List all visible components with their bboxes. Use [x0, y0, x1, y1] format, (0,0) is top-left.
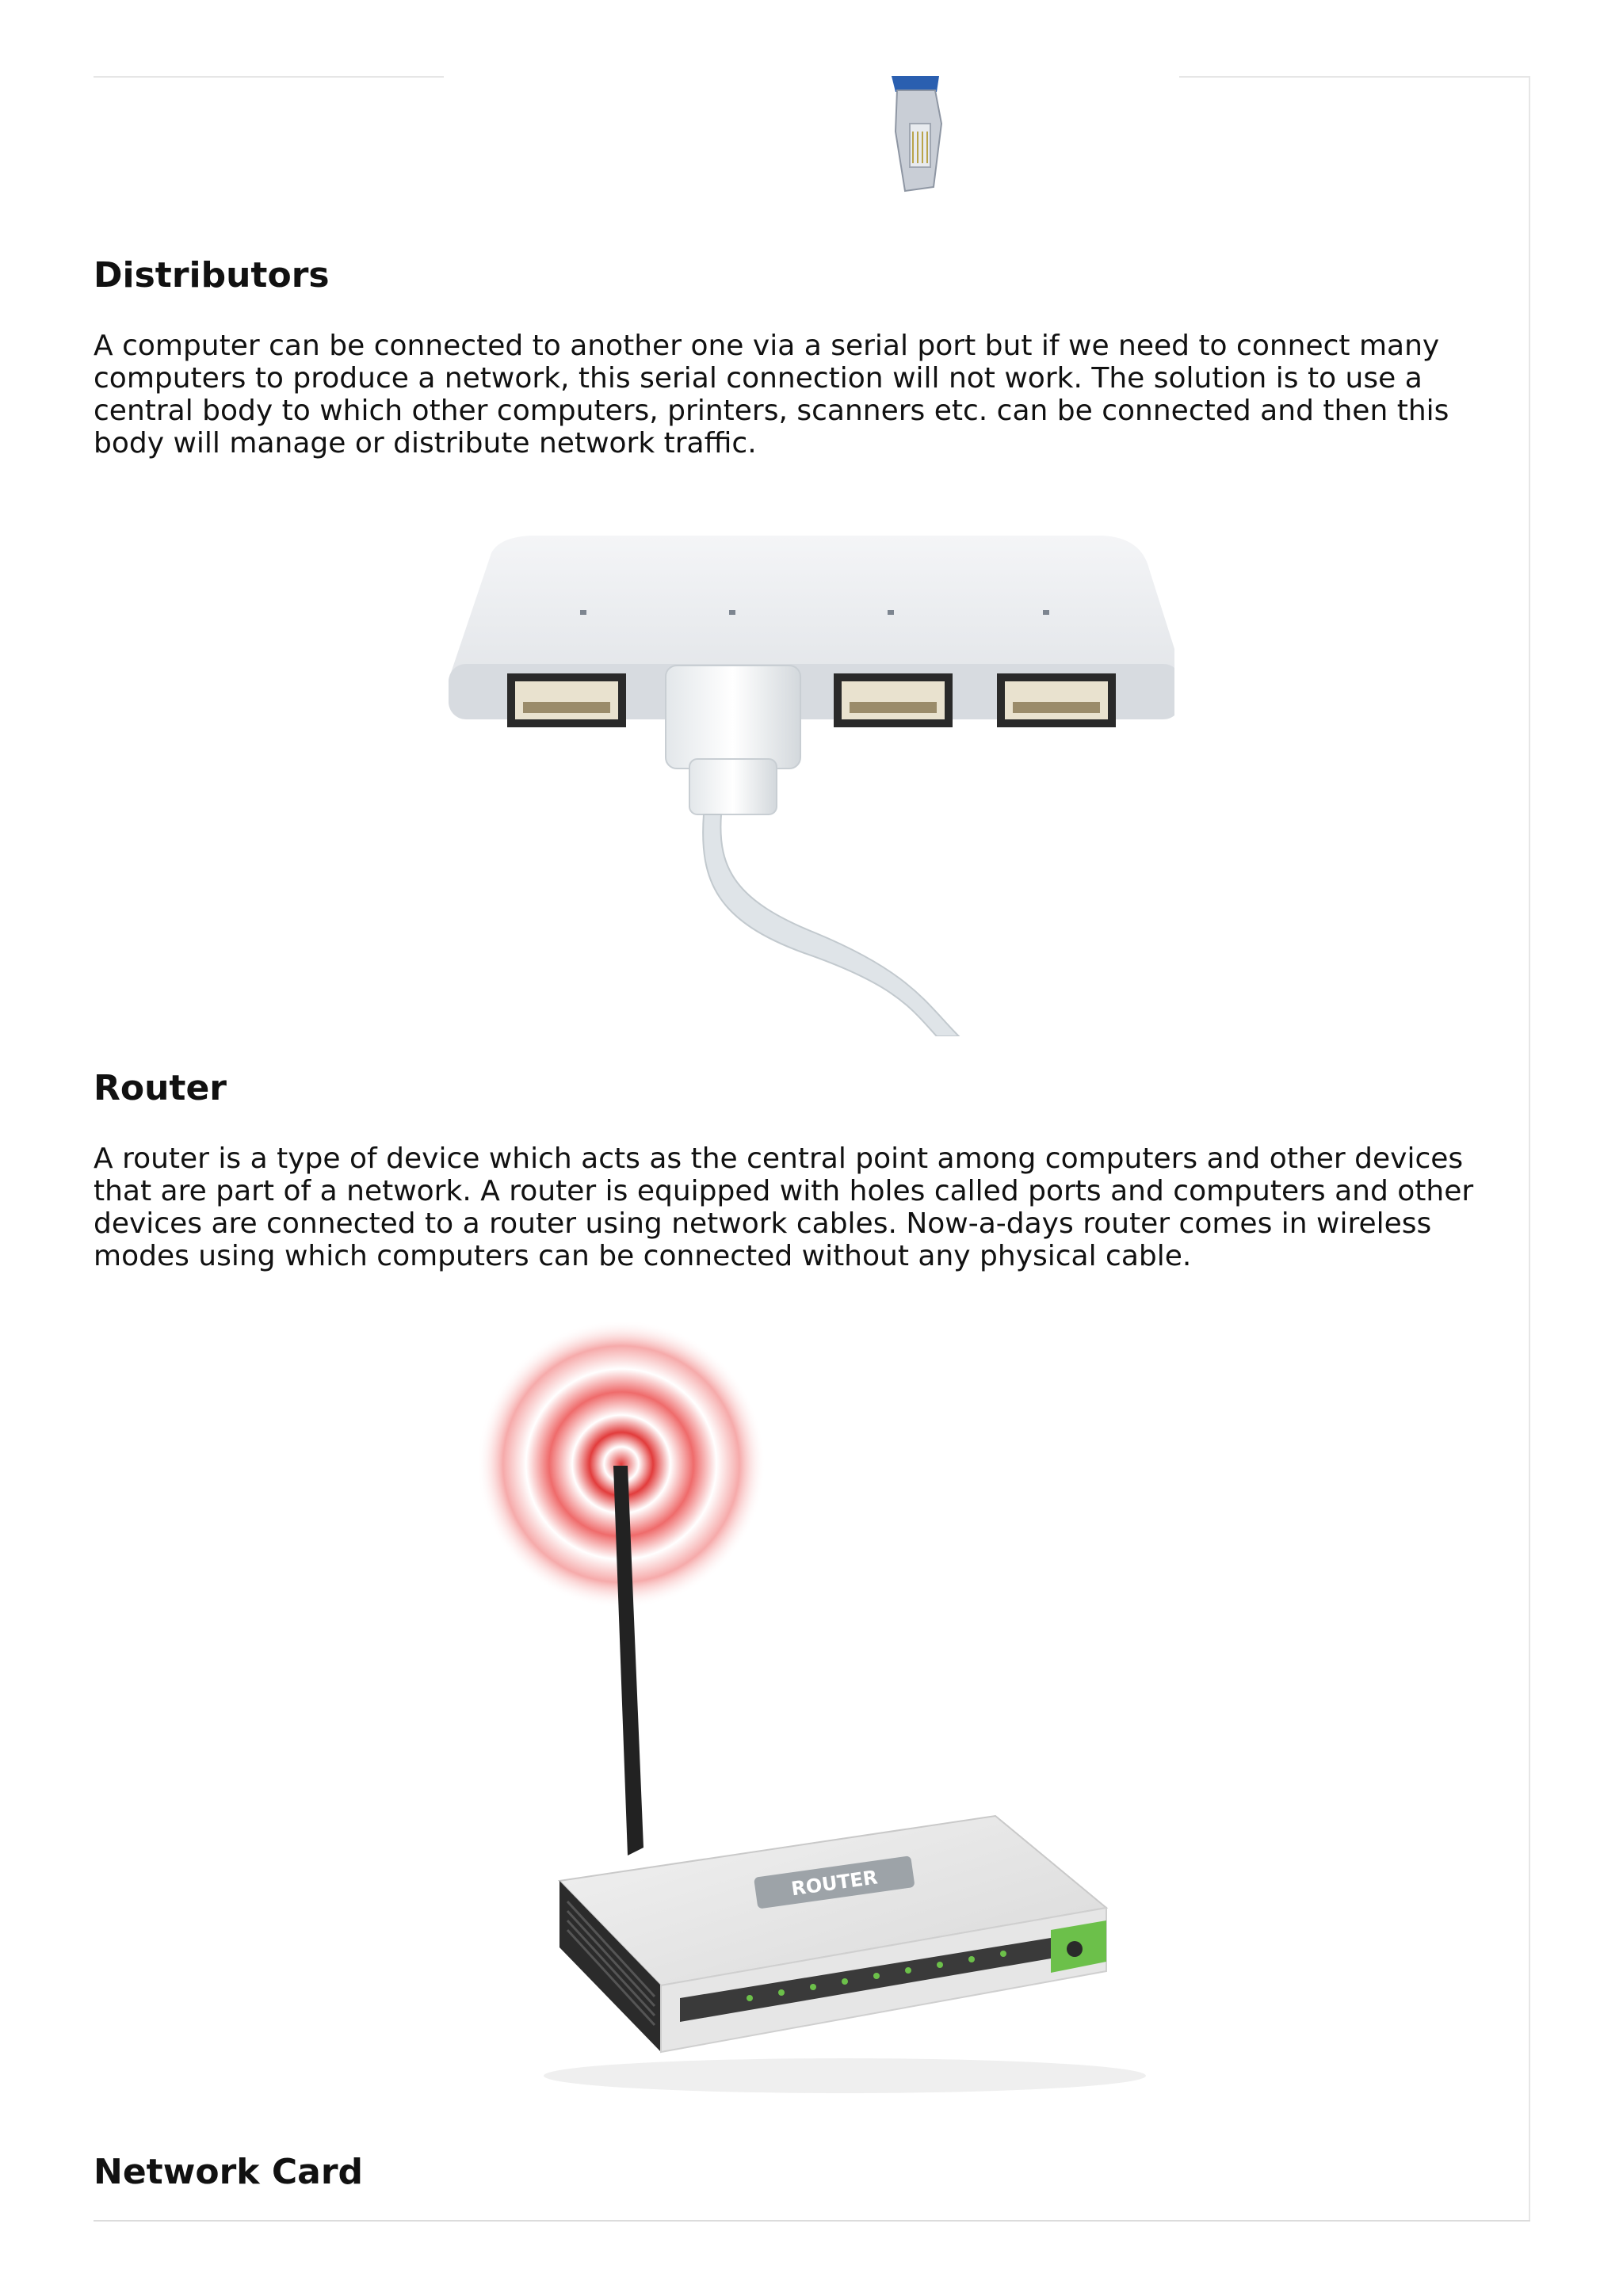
- section-heading-router: Router: [94, 1068, 227, 1108]
- wireless-router-image: [449, 1315, 1201, 2123]
- section-body-distributors: A computer can be connected to another one via a serial port but if we need to connect many computers to produce a network, this serial connection will not work. The solution is to use a central body to which other computers, printers, scanners etc. can be connected and then this body will manage or distribute network traffic.: [94, 330, 1449, 460]
- section-heading-network-card: Network Card: [94, 2152, 364, 2192]
- network-cable-image: [444, 76, 1179, 203]
- router-label: ROUTER: [789, 1866, 880, 1901]
- page-frame-right: [1529, 76, 1530, 2222]
- network-cable-connector-icon: [444, 76, 1179, 203]
- page-frame-bottom: [94, 2220, 1530, 2222]
- usb-hub-image: [404, 490, 1174, 1036]
- usb-hub-icon: [404, 490, 1174, 1036]
- wireless-router-icon: [449, 1315, 1201, 2123]
- section-heading-distributors: Distributors: [94, 255, 330, 296]
- section-body-router: A router is a type of device which acts as the central point among computers and other devices that are part of a network. A router is equipped with holes called ports and computers and other devices are connected to a router using network cables. Now-a-days router comes in wireless modes using which computers can be connected without any physical cable.: [94, 1142, 1474, 1272]
